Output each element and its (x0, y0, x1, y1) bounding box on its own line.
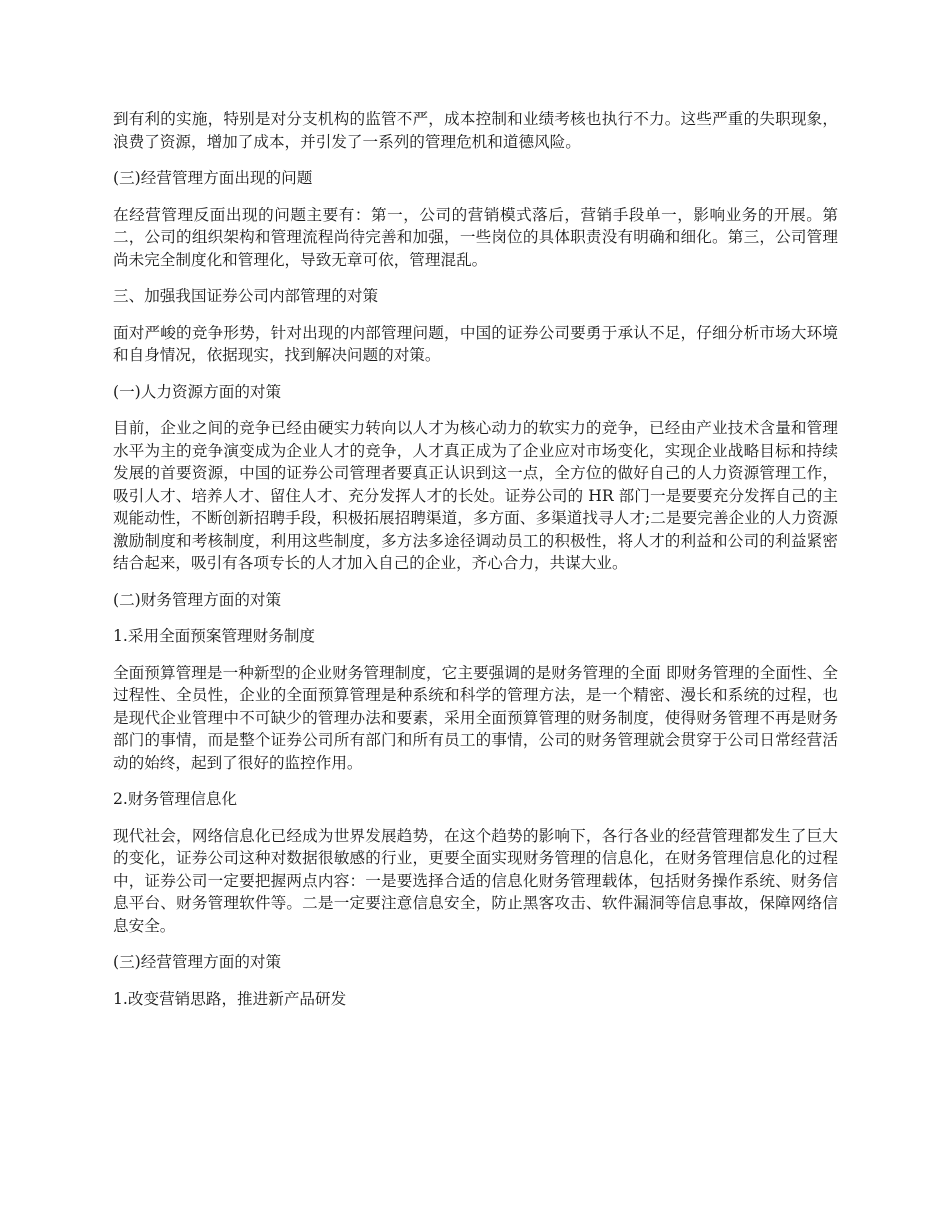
heading-section-three: 三、加强我国证券公司内部管理的对策 (113, 287, 379, 305)
paragraph-supervision-failure: 到有利的实施，特别是对分支机构的监管不严，成本控制和业绩考核也执行不力。这些严重的失职现象，浪费了资源，增加了成本，并引发了一系列的管理危机和道德风险。 (113, 110, 838, 151)
paragraph-operations-problems: 在经营管理反面出现的问题主要有：第一，公司的营销模式落后，营销手段单一，影响业务的开展。第二，公司的组织架构和管理流程尚待完善和加强，一些岗位的具体职责没有明确和细化。第三，公司管理尚未完全制度化和管理化，导致无章可依，管理混乱。 (113, 205, 838, 269)
heading-finance-informatization: 2.财务管理信息化 (113, 790, 238, 808)
document-page (113, 108, 838, 1024)
heading-full-budget: 1.采用全面预案管理财务制度 (113, 627, 316, 645)
heading-hr-countermeasures: (一)人力资源方面的对策 (113, 382, 282, 401)
paragraph-full-budget: 全面预算管理是一种新型的企业财务管理制度，它主要强调的是财务管理的全面 即财务管理的全面性、全过程性、全员性，企业的全面预算管理是种系统和科学的管理方法，是一个精密、漫长和系统的过程，也是现代企业管理中不可缺少的管理办法和要素，采用全面预算管理的财务制度，使得财务管理不再是财务部门的事情，而是整个证券公司所有部门和所有员工的事情，公司的财务管理就会贯穿于公司日常经营活动的始终，起到了很好的监控作用。 (113, 663, 838, 772)
heading-marketing-innovation: 1.改变营销思路，推进新产品研发 (113, 989, 347, 1008)
heading-finance-countermeasures: (二)财务管理方面的对策 (113, 590, 282, 609)
heading-operations-countermeasures: (三)经营管理方面的对策 (113, 953, 282, 971)
paragraph-section-three-intro: 面对严峻的竞争形势，针对出现的内部管理问题，中国的证券公司要勇于承认不足，仔细分析市场大环境和自身情况，依据现实，找到解决问题的对策。 (113, 323, 838, 364)
heading-operations-problems: (三)经营管理方面出现的问题 (113, 169, 313, 187)
paragraph-hr-countermeasures: 目前，企业之间的竞争已经由硬实力转向以人才为核心动力的软实力的竞争，已经由产业技术含量和管理水平为主的竞争演变成为企业人才的竞争，人才真正成为了企业应对市场变化，实现企业战略目标和持续发展的首要资源，中国的证券公司管理者要真正认识到这一点，全方位的做好自己的人力资源管理工作，吸引人才、培养人才、留住人才、充分发挥人才的长处。证券公司的 HR 部门一是要要充分发挥自己的主观能动性，不断创新招聘手段，积极拓展招聘渠道，多方面、多渠道找寻人才;二是要完善企业的人力资源激励制度和考核制度，利用这些制度，多方法多途径调动员工的积极性，将人才的利益和公司的利益紧密结合起来，吸引有各项专长的人才加入自己的企业，齐心合力，共谋大业。 (113, 419, 838, 572)
paragraph-finance-informatization: 现代社会，网络信息化已经成为世界发展趋势，在这个趋势的影响下，各行各业的经营管理都发生了巨大的变化，证券公司这种对数据很敏感的行业，更要全面实现财务管理的信息化，在财务管理信息化的过程中，证券公司一定要把握两点内容：一是要选择合适的信息化财务管理载体，包括财务操作系统、财务信息平台、财务管理软件等。二是一定要注意信息安全，防止黑客攻击、软件漏洞等信息事故，保障网络信息安全。 (113, 826, 838, 935)
